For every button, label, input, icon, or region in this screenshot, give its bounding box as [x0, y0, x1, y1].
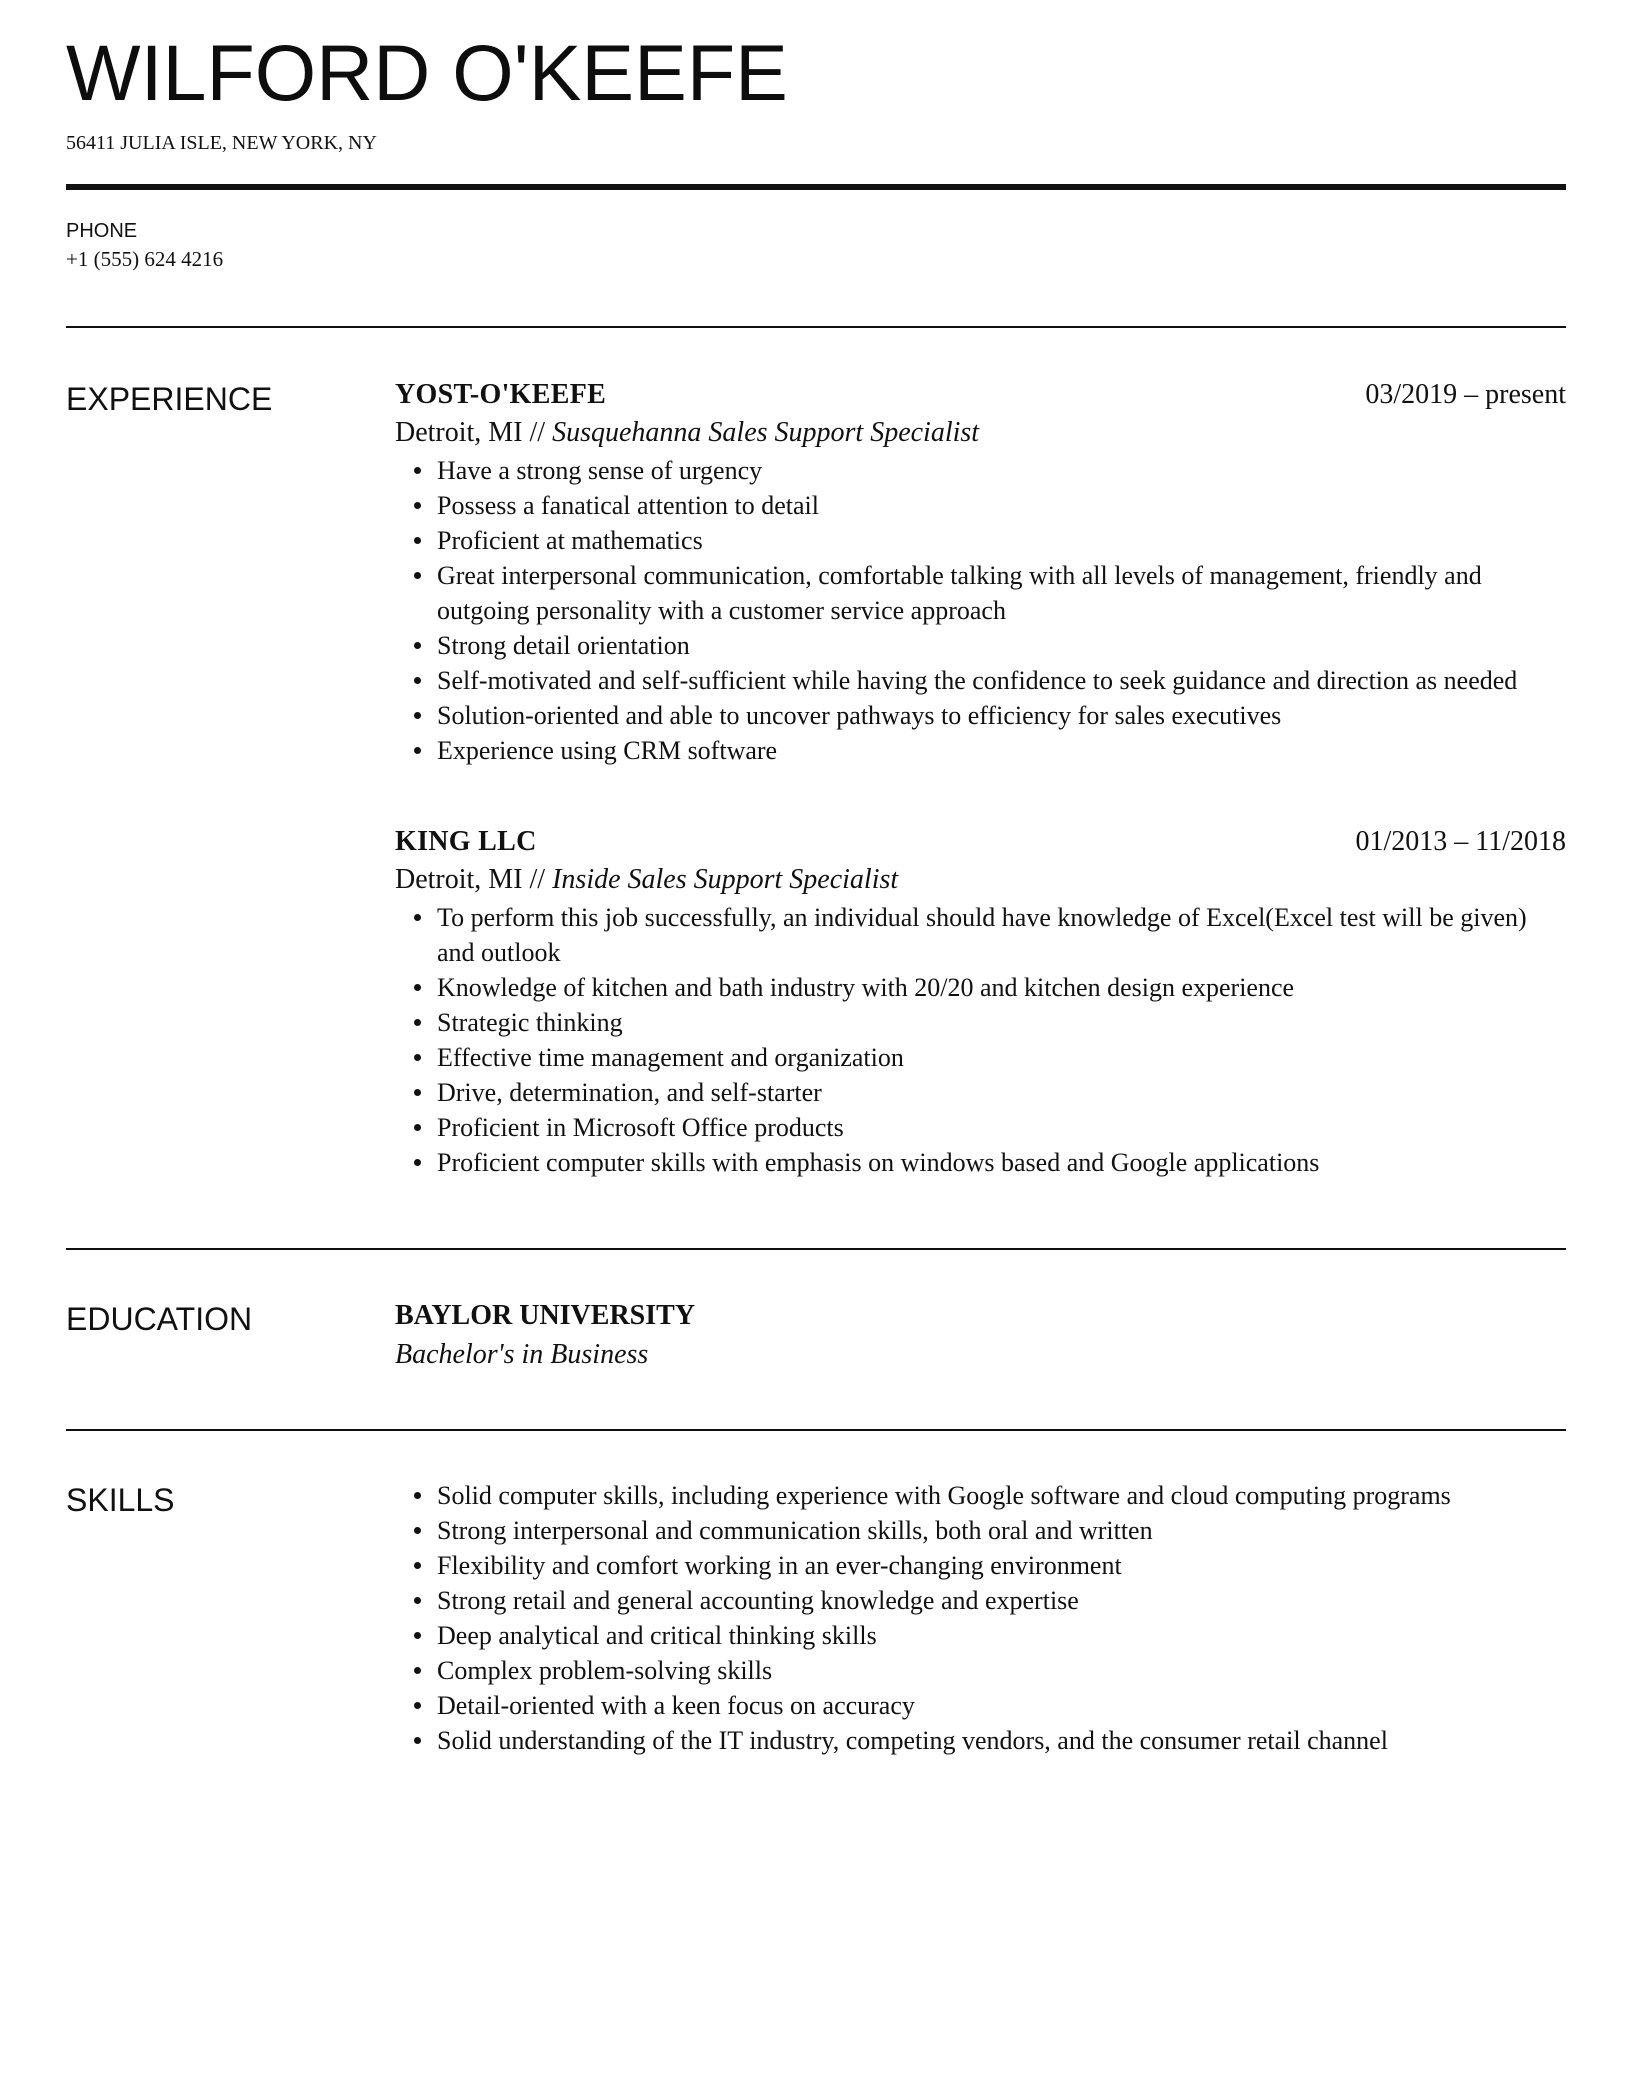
job-role: Inside Sales Support Specialist: [552, 864, 899, 895]
list-item: Drive, determination, and self-starter: [437, 1075, 1566, 1110]
contact-divider: [66, 326, 1566, 328]
skills-section: [66, 1478, 1566, 1758]
list-item: Great interpersonal communication, comfortable talking with all levels of management, friendly and outgoing personality with a customer service approach: [437, 558, 1566, 628]
job-company: YOST-O'KEEFE: [395, 379, 607, 410]
list-item: Strong interpersonal and communication skills, both oral and written: [437, 1513, 1566, 1548]
phone-value: +1 (555) 624 4216: [66, 247, 224, 271]
skills-body: [395, 1478, 1566, 1758]
list-item: Experience using CRM software: [437, 733, 1566, 768]
resume-page: [66, 30, 1566, 1758]
job-entry: [395, 824, 1566, 1180]
list-item: Solid understanding of the IT industry, competing vendors, and the consumer retail channel: [437, 1723, 1566, 1758]
experience-divider: [66, 1248, 1566, 1250]
list-item: Proficient at mathematics: [437, 523, 1566, 558]
skills-heading: SKILLS: [66, 1482, 175, 1518]
job-company: KING LLC: [395, 826, 537, 857]
list-item: Self-motivated and self-sufficient while having the confidence to seek guidance and direction as needed: [437, 663, 1566, 698]
job-dates: 03/2019 – present: [1365, 379, 1566, 410]
list-item: Proficient in Microsoft Office products: [437, 1110, 1566, 1145]
list-item: Strong retail and general accounting knowledge and expertise: [437, 1583, 1566, 1618]
skills-list: [395, 1478, 1566, 1758]
contact-block: [66, 218, 1566, 274]
job-subtitle: [395, 860, 1566, 900]
education-degree: Bachelor's in Business: [395, 1339, 649, 1370]
job-location: Detroit, MI: [395, 417, 523, 448]
job-role: Susquehanna Sales Support Specialist: [552, 417, 980, 448]
header-divider: [66, 184, 1566, 190]
job-subtitle: [395, 413, 1566, 453]
experience-body: [395, 377, 1566, 1180]
job-header: [395, 824, 1566, 860]
job-separator: //: [522, 864, 553, 895]
list-item: Deep analytical and critical thinking skills: [437, 1618, 1566, 1653]
education-section: [66, 1297, 1566, 1375]
job-bullets: [395, 900, 1566, 1180]
job-separator: //: [522, 417, 553, 448]
education-divider: [66, 1429, 1566, 1431]
experience-heading: EXPERIENCE: [66, 381, 273, 417]
job-location: Detroit, MI: [395, 864, 523, 895]
list-item: Flexibility and comfort working in an ever-changing environment: [437, 1548, 1566, 1583]
list-item: To perform this job successfully, an individual should have knowledge of Excel(Excel test will be given) and outlook: [437, 900, 1566, 970]
list-item: Have a strong sense of urgency: [437, 453, 1566, 488]
job-entry: [395, 377, 1566, 768]
list-item: Solution-oriented and able to uncover pathways to efficiency for sales executives: [437, 698, 1566, 733]
phone-label: PHONE: [66, 220, 138, 242]
experience-section: [66, 377, 1566, 1180]
education-heading: EDUCATION: [66, 1301, 253, 1337]
list-item: Complex problem-solving skills: [437, 1653, 1566, 1688]
candidate-name: WILFORD O'KEEFE: [66, 28, 788, 117]
candidate-address: 56411 JULIA ISLE, NEW YORK, NY: [66, 132, 377, 154]
list-item: Strategic thinking: [437, 1005, 1566, 1040]
education-school: BAYLOR UNIVERSITY: [395, 1300, 696, 1331]
education-body: [395, 1297, 1566, 1375]
list-item: Detail-oriented with a keen focus on accuracy: [437, 1688, 1566, 1723]
job-bullets: [395, 453, 1566, 768]
job-dates: 01/2013 – 11/2018: [1355, 826, 1566, 857]
list-item: Strong detail orientation: [437, 628, 1566, 663]
list-item: Possess a fanatical attention to detail: [437, 488, 1566, 523]
list-item: Solid computer skills, including experience with Google software and cloud computing programs: [437, 1478, 1566, 1513]
list-item: Proficient computer skills with emphasis on windows based and Google applications: [437, 1145, 1566, 1180]
job-header: [395, 377, 1566, 413]
list-item: Effective time management and organization: [437, 1040, 1566, 1075]
list-item: Knowledge of kitchen and bath industry with 20/20 and kitchen design experience: [437, 970, 1566, 1005]
